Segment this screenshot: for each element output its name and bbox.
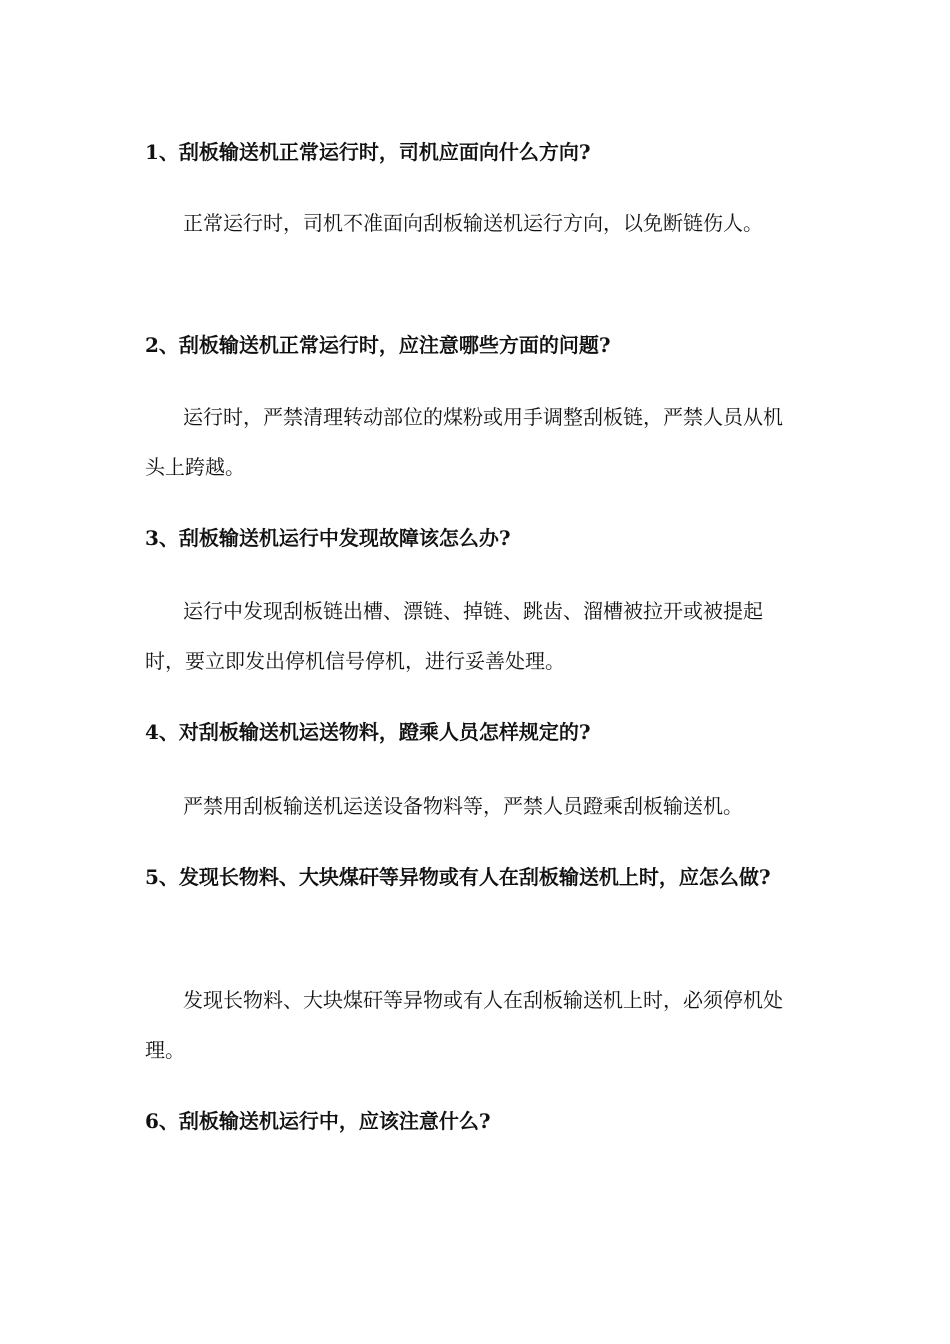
answer-3: 运行中发现刮板链出槽、漂链、掉链、跳齿、溜槽被拉开或被提起时，要立即发出停机信号停机，进行妥善处理。 — [145, 599, 763, 673]
question-4: 4、对刮板输送机运送物料，蹬乘人员怎样规定的? — [145, 720, 591, 744]
question-6: 6、刮板输送机运行中，应该注意什么? — [145, 1109, 491, 1133]
question-2: 2、刮板输送机正常运行时，应注意哪些方面的问题? — [145, 333, 611, 357]
answer-2: 运行时，严禁清理转动部位的煤粉或用手调整刮板链，严禁人员从机头上跨越。 — [145, 405, 783, 479]
question-3: 3、刮板输送机运行中发现故障该怎么办? — [145, 526, 511, 550]
answer-1: 正常运行时，司机不准面向刮板输送机运行方向，以免断链伤人。 — [183, 211, 763, 235]
answer-4: 严禁用刮板输送机运送设备物料等，严禁人员蹬乘刮板输送机。 — [183, 794, 743, 818]
question-1: 1、刮板输送机正常运行时，司机应面向什么方向? — [145, 140, 591, 164]
answer-5: 发现长物料、大块煤矸等异物或有人在刮板输送机上时，必须停机处理。 — [145, 988, 783, 1062]
question-5: 5、发现长物料、大块煤矸等异物或有人在刮板输送机上时，应怎么做? — [145, 865, 771, 889]
